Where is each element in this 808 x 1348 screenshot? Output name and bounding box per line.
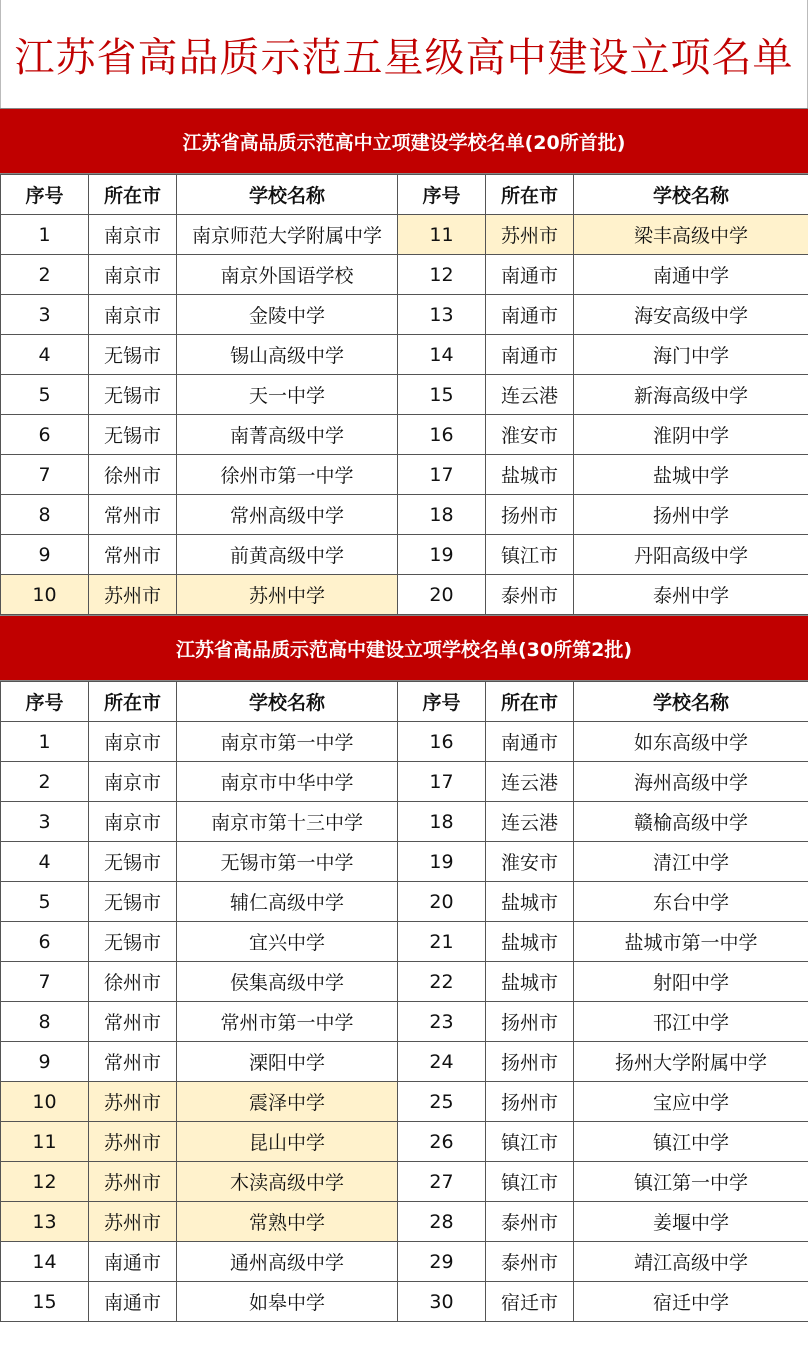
- batch1-body: [1, 215, 808, 615]
- row-city: 南京市: [89, 295, 177, 335]
- row-city: 扬州市: [486, 1002, 574, 1042]
- row-index: 13: [1, 1202, 89, 1242]
- row-school: 前黄高级中学: [177, 535, 398, 575]
- row-index: 17: [398, 762, 486, 802]
- row-index: 6: [1, 415, 89, 455]
- row-index: 27: [398, 1162, 486, 1202]
- header-city: 所在市: [89, 682, 177, 722]
- table-row: [1, 1242, 808, 1282]
- table-row: [1, 1082, 808, 1122]
- row-index: 5: [1, 882, 89, 922]
- row-index: 18: [398, 802, 486, 842]
- row-city: 镇江市: [486, 1162, 574, 1202]
- row-city: 镇江市: [486, 1122, 574, 1162]
- row-index: 16: [398, 415, 486, 455]
- row-index: 16: [398, 722, 486, 762]
- table-row: [1, 882, 808, 922]
- table-row: [1, 455, 808, 495]
- row-city: 徐州市: [89, 455, 177, 495]
- row-index: 25: [398, 1082, 486, 1122]
- row-school: 木渎高级中学: [177, 1162, 398, 1202]
- row-city: 南通市: [89, 1282, 177, 1322]
- table-row: [1, 415, 808, 455]
- row-index: 20: [398, 882, 486, 922]
- header-school: 学校名称: [574, 682, 808, 722]
- row-index: 10: [1, 575, 89, 615]
- row-city: 泰州市: [486, 1242, 574, 1282]
- row-index: 12: [1, 1162, 89, 1202]
- row-city: 常州市: [89, 535, 177, 575]
- row-city: 常州市: [89, 1042, 177, 1082]
- row-school: 南菁高级中学: [177, 415, 398, 455]
- batch1-header-row: [1, 175, 808, 215]
- row-city: 苏州市: [89, 1202, 177, 1242]
- row-city: 南通市: [486, 295, 574, 335]
- row-school: 东台中学: [574, 882, 808, 922]
- row-school: 宝应中学: [574, 1082, 808, 1122]
- row-school: 通州高级中学: [177, 1242, 398, 1282]
- row-index: 2: [1, 255, 89, 295]
- row-city: 盐城市: [486, 962, 574, 1002]
- row-school: 靖江高级中学: [574, 1242, 808, 1282]
- row-index: 22: [398, 962, 486, 1002]
- row-city: 扬州市: [486, 1082, 574, 1122]
- table-row: [1, 375, 808, 415]
- row-index: 29: [398, 1242, 486, 1282]
- row-index: 21: [398, 922, 486, 962]
- table-row: [1, 535, 808, 575]
- row-city: 无锡市: [89, 842, 177, 882]
- row-school: 震泽中学: [177, 1082, 398, 1122]
- row-city: 苏州市: [89, 1122, 177, 1162]
- row-school: 镇江第一中学: [574, 1162, 808, 1202]
- header-idx: 序号: [398, 175, 486, 215]
- row-index: 30: [398, 1282, 486, 1322]
- row-school: 姜堰中学: [574, 1202, 808, 1242]
- table-row: [1, 802, 808, 842]
- row-index: 8: [1, 1002, 89, 1042]
- row-index: 3: [1, 295, 89, 335]
- row-index: 7: [1, 962, 89, 1002]
- row-index: 19: [398, 842, 486, 882]
- row-city: 扬州市: [486, 1042, 574, 1082]
- table-row: [1, 215, 808, 255]
- row-school: 赣榆高级中学: [574, 802, 808, 842]
- row-index: 14: [1, 1242, 89, 1282]
- row-city: 盐城市: [486, 455, 574, 495]
- row-city: 南京市: [89, 802, 177, 842]
- table-row: [1, 255, 808, 295]
- row-index: 2: [1, 762, 89, 802]
- table-row: [1, 575, 808, 615]
- row-index: 8: [1, 495, 89, 535]
- row-school: 无锡市第一中学: [177, 842, 398, 882]
- header-idx: 序号: [1, 175, 89, 215]
- row-city: 南通市: [486, 255, 574, 295]
- row-index: 4: [1, 335, 89, 375]
- header-school: 学校名称: [177, 175, 398, 215]
- row-city: 南通市: [89, 1242, 177, 1282]
- row-city: 泰州市: [486, 1202, 574, 1242]
- row-school: 天一中学: [177, 375, 398, 415]
- row-school: 南京市第一中学: [177, 722, 398, 762]
- row-city: 泰州市: [486, 575, 574, 615]
- row-school: 辅仁高级中学: [177, 882, 398, 922]
- row-city: 连云港: [486, 762, 574, 802]
- row-school: 侯集高级中学: [177, 962, 398, 1002]
- row-index: 17: [398, 455, 486, 495]
- row-city: 南京市: [89, 255, 177, 295]
- row-city: 连云港: [486, 802, 574, 842]
- row-index: 26: [398, 1122, 486, 1162]
- row-school: 金陵中学: [177, 295, 398, 335]
- row-index: 4: [1, 842, 89, 882]
- row-index: 9: [1, 1042, 89, 1082]
- row-school: 镇江中学: [574, 1122, 808, 1162]
- row-school: 泰州中学: [574, 575, 808, 615]
- row-school: 清江中学: [574, 842, 808, 882]
- row-city: 苏州市: [89, 1162, 177, 1202]
- table-row: [1, 1162, 808, 1202]
- row-index: 24: [398, 1042, 486, 1082]
- row-school: 南京市中华中学: [177, 762, 398, 802]
- row-city: 常州市: [89, 495, 177, 535]
- row-city: 盐城市: [486, 882, 574, 922]
- page-title: 江苏省高品质示范五星级高中建设立项名单: [0, 0, 808, 108]
- batch2-title: 江苏省高品质示范高中建设立项学校名单(30所第2批): [0, 615, 808, 681]
- table-row: [1, 762, 808, 802]
- row-school: 常州市第一中学: [177, 1002, 398, 1042]
- row-index: 9: [1, 535, 89, 575]
- batch2-body: [1, 722, 808, 1322]
- row-school: 海门中学: [574, 335, 808, 375]
- batch2-header-row: [1, 682, 808, 722]
- row-city: 无锡市: [89, 415, 177, 455]
- row-school: 扬州大学附属中学: [574, 1042, 808, 1082]
- row-school: 淮阴中学: [574, 415, 808, 455]
- row-index: 7: [1, 455, 89, 495]
- row-index: 18: [398, 495, 486, 535]
- row-city: 南京市: [89, 762, 177, 802]
- row-index: 20: [398, 575, 486, 615]
- row-city: 常州市: [89, 1002, 177, 1042]
- row-index: 15: [398, 375, 486, 415]
- batch2-table: [0, 681, 808, 1322]
- row-city: 连云港: [486, 375, 574, 415]
- table-row: [1, 495, 808, 535]
- row-school: 常熟中学: [177, 1202, 398, 1242]
- row-index: 14: [398, 335, 486, 375]
- row-city: 南通市: [486, 335, 574, 375]
- row-index: 10: [1, 1082, 89, 1122]
- row-school: 宜兴中学: [177, 922, 398, 962]
- row-city: 镇江市: [486, 535, 574, 575]
- row-index: 19: [398, 535, 486, 575]
- header-city: 所在市: [486, 175, 574, 215]
- table-row: [1, 962, 808, 1002]
- header-city: 所在市: [486, 682, 574, 722]
- row-school: 南京市第十三中学: [177, 802, 398, 842]
- table-row: [1, 295, 808, 335]
- row-city: 无锡市: [89, 375, 177, 415]
- table-row: [1, 842, 808, 882]
- row-school: 常州高级中学: [177, 495, 398, 535]
- row-city: 徐州市: [89, 962, 177, 1002]
- row-city: 南京市: [89, 215, 177, 255]
- row-school: 海安高级中学: [574, 295, 808, 335]
- row-city: 扬州市: [486, 495, 574, 535]
- row-school: 昆山中学: [177, 1122, 398, 1162]
- row-school: 苏州中学: [177, 575, 398, 615]
- table-row: [1, 1122, 808, 1162]
- header-school: 学校名称: [574, 175, 808, 215]
- row-index: 5: [1, 375, 89, 415]
- row-city: 淮安市: [486, 842, 574, 882]
- row-city: 无锡市: [89, 335, 177, 375]
- row-school: 南通中学: [574, 255, 808, 295]
- batch1-title: 江苏省高品质示范高中立项建设学校名单(20所首批): [0, 108, 808, 174]
- row-city: 苏州市: [89, 1082, 177, 1122]
- row-city: 南通市: [486, 722, 574, 762]
- row-school: 海州高级中学: [574, 762, 808, 802]
- row-index: 11: [1, 1122, 89, 1162]
- table-row: [1, 1202, 808, 1242]
- row-index: 12: [398, 255, 486, 295]
- row-city: 苏州市: [486, 215, 574, 255]
- header-idx: 序号: [1, 682, 89, 722]
- table-row: [1, 335, 808, 375]
- row-school: 梁丰高级中学: [574, 215, 808, 255]
- row-index: 1: [1, 722, 89, 762]
- row-school: 溧阳中学: [177, 1042, 398, 1082]
- row-index: 6: [1, 922, 89, 962]
- row-city: 南京市: [89, 722, 177, 762]
- batch1-table: [0, 174, 808, 615]
- row-city: 盐城市: [486, 922, 574, 962]
- row-school: 宿迁中学: [574, 1282, 808, 1322]
- row-city: 无锡市: [89, 882, 177, 922]
- row-school: 南京外国语学校: [177, 255, 398, 295]
- header-city: 所在市: [89, 175, 177, 215]
- row-school: 盐城市第一中学: [574, 922, 808, 962]
- header-school: 学校名称: [177, 682, 398, 722]
- row-index: 13: [398, 295, 486, 335]
- header-idx: 序号: [398, 682, 486, 722]
- row-city: 无锡市: [89, 922, 177, 962]
- table-row: [1, 1002, 808, 1042]
- row-school: 扬州中学: [574, 495, 808, 535]
- row-school: 如东高级中学: [574, 722, 808, 762]
- row-index: 3: [1, 802, 89, 842]
- table-row: [1, 722, 808, 762]
- row-school: 新海高级中学: [574, 375, 808, 415]
- row-school: 盐城中学: [574, 455, 808, 495]
- row-city: 苏州市: [89, 575, 177, 615]
- row-city: 淮安市: [486, 415, 574, 455]
- table-row: [1, 1282, 808, 1322]
- row-index: 11: [398, 215, 486, 255]
- row-index: 23: [398, 1002, 486, 1042]
- row-index: 15: [1, 1282, 89, 1322]
- table-row: [1, 1042, 808, 1082]
- row-school: 如皋中学: [177, 1282, 398, 1322]
- row-school: 射阳中学: [574, 962, 808, 1002]
- row-city: 宿迁市: [486, 1282, 574, 1322]
- row-index: 28: [398, 1202, 486, 1242]
- row-school: 徐州市第一中学: [177, 455, 398, 495]
- table-row: [1, 922, 808, 962]
- row-school: 锡山高级中学: [177, 335, 398, 375]
- row-index: 1: [1, 215, 89, 255]
- row-school: 丹阳高级中学: [574, 535, 808, 575]
- row-school: 南京师范大学附属中学: [177, 215, 398, 255]
- row-school: 邗江中学: [574, 1002, 808, 1042]
